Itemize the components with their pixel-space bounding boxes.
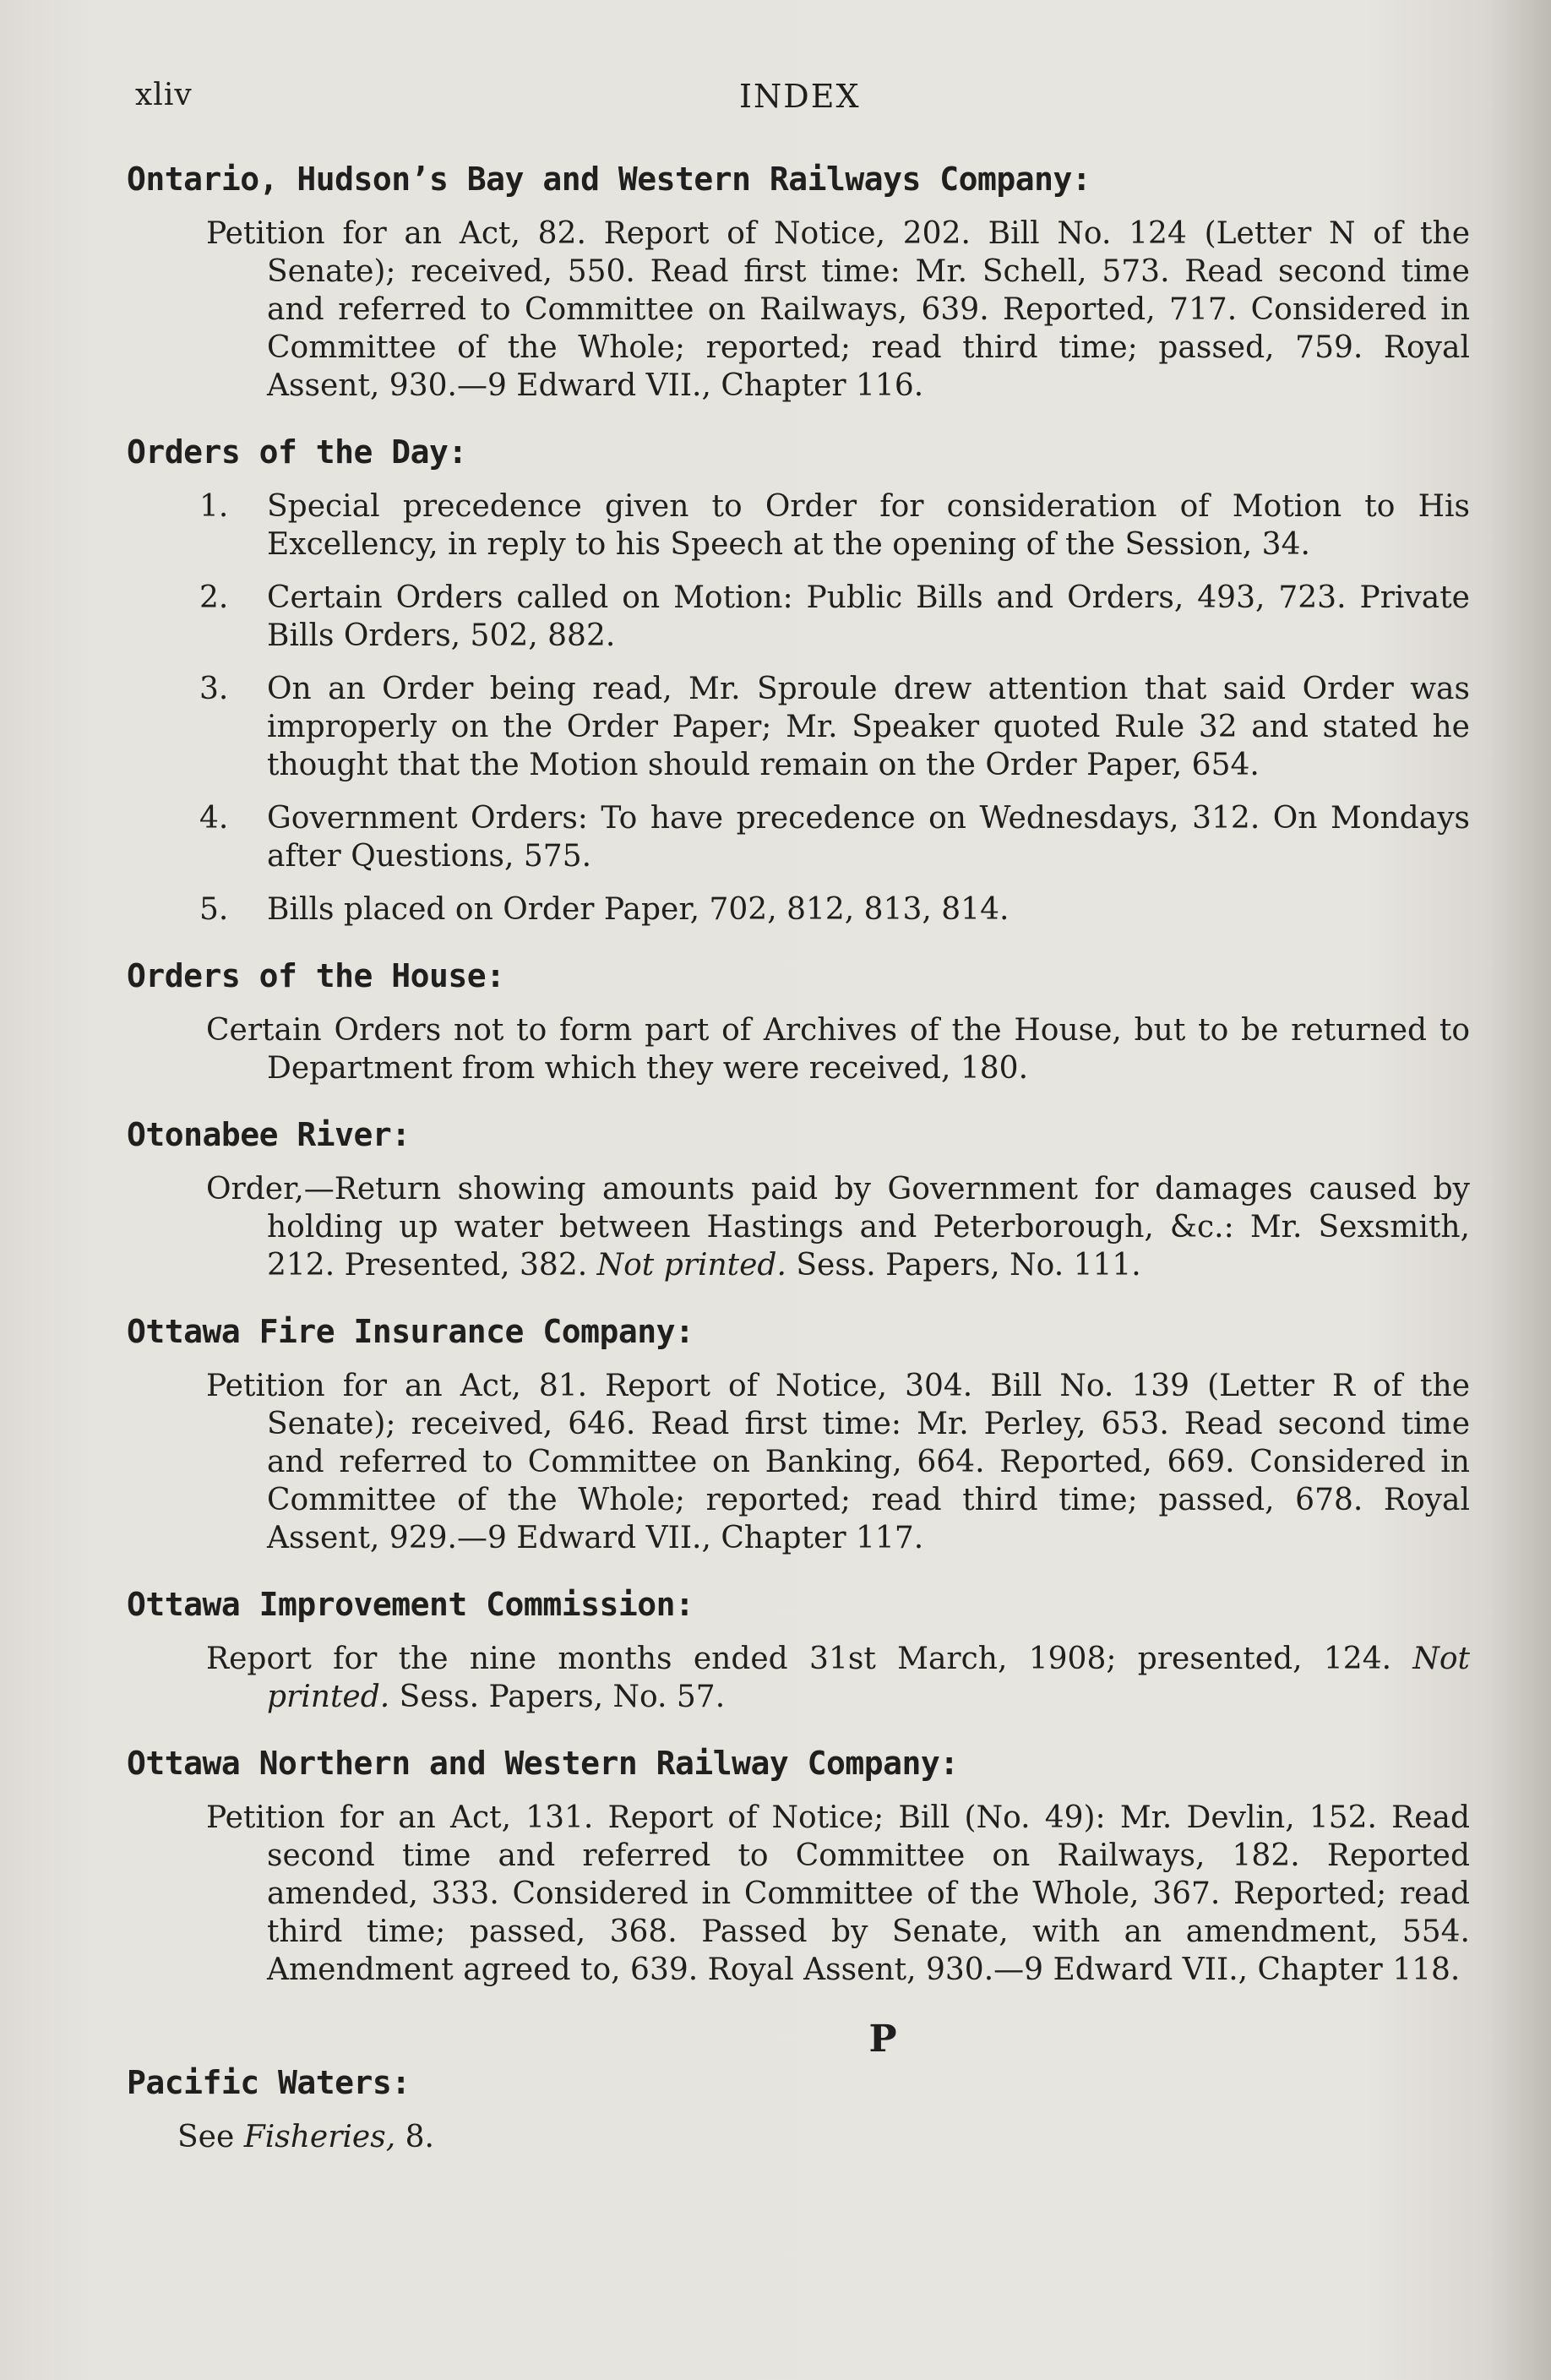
see-label: See (177, 2120, 235, 2154)
page-number: xliv (135, 78, 193, 112)
index-entry-ottawa-fire-insurance (127, 1313, 1470, 1557)
sessional-paper-ref: Sess. Papers, No. 111. (796, 1248, 1141, 1283)
index-entry-orders-of-the-house (127, 957, 1470, 1087)
entry-text: Petition for an Act, 82. Report of Notice, 202. Bill No. 124 (Letter N of the Senate); received, 550. Read first time: Mr. Schell, 573. Read second time and referred to Committee on Railways, 639. Reported, 717. Considered in Committee of the Whole; reported; read third time; passed, 759. Royal Assent, 930.—9 Edward VII., Chapter 116. (206, 216, 1470, 403)
item-number: 1. (199, 489, 229, 524)
entry-heading: Orders of the Day: (127, 433, 467, 471)
item-text: On an Order being read, Mr. Sproule drew attention that said Order was improperly on the Order Paper; Mr. Speaker quoted Rule 32 and stated he thought that the Motion should remain on the Order Paper, 654. (267, 672, 1470, 782)
entry-text (206, 1640, 1470, 1716)
entry-text: Petition for an Act, 131. Report of Notice; Bill (No. 49): Mr. Devlin, 152. Read second time and referred to Committee on Railways, 182. Reported amended, 333. Considered in Committee of the Whole, 367. Reported; read third time; passed, 368. Passed by Senate, with an amendment, 554. Amendment agreed to, 639. Royal Assent, 930.—9 Edward VII., Chapter 118. (206, 1800, 1470, 1987)
index-entry-pacific-waters (127, 2064, 1470, 2156)
list-item (199, 670, 1470, 784)
item-text: Bills placed on Order Paper, 702, 812, 813, 814. (267, 892, 1010, 927)
index-entry-otonabee-river (127, 1116, 1470, 1284)
list-item (199, 890, 1470, 929)
see-ref-topic: Fisheries, (243, 2120, 396, 2154)
item-text: Certain Orders called on Motion: Public Bills and Orders, 493, 723. Private Bills Orders, 502, 882. (267, 580, 1470, 653)
item-number: 4. (199, 801, 229, 836)
entry-text (206, 1170, 1470, 1284)
not-printed-note: Not printed. (596, 1248, 786, 1283)
entry-heading: Otonabee River: (127, 1116, 411, 1153)
see-ref-page: 8. (405, 2120, 434, 2154)
item-text: Government Orders: To have precedence on Wednesdays, 312. On Mondays after Questions, 575. (267, 801, 1470, 874)
section-letter: P (868, 2018, 897, 2061)
index-content (127, 161, 1470, 2185)
entry-heading: Ontario, Hudson’s Bay and Western Railways Company: (127, 161, 1091, 198)
index-entry-ontario-hudsons-bay (127, 161, 1470, 405)
entry-heading: Orders of the House: (127, 957, 505, 994)
item-number: 3. (199, 672, 229, 706)
see-reference (177, 2118, 1470, 2156)
not-printed-note: Not printed. (267, 1642, 1470, 1714)
list-item (199, 487, 1470, 564)
list-item (199, 579, 1470, 655)
entry-heading: Pacific Waters: (127, 2064, 411, 2101)
index-entry-orders-of-the-day (127, 433, 1470, 929)
index-entry-ottawa-improvement-commission (127, 1586, 1470, 1716)
entry-heading: Ottawa Improvement Commission: (127, 1586, 694, 1623)
item-text: Special precedence given to Order for consideration of Motion to His Excellency, in reply to his Speech at the opening of the Session, 34. (267, 489, 1470, 562)
list-item (199, 799, 1470, 875)
running-title: INDEX (739, 78, 861, 115)
entry-heading: Ottawa Fire Insurance Company: (127, 1313, 694, 1350)
sessional-paper-ref: Sess. Papers, No. 57. (399, 1680, 726, 1714)
entry-text: Certain Orders not to form part of Archives of the House, but to be returned to Department from which they were received, 180. (206, 1013, 1470, 1086)
entry-text-main: Order,—Return showing amounts paid by Government for damages caused by holding up water between Hastings and Peterborough, &c.: Mr. Sexsmith, 212. Presented, 382. (206, 1172, 1470, 1283)
item-number: 2. (199, 580, 229, 615)
item-number: 5. (199, 892, 229, 927)
entry-item-list (127, 487, 1470, 929)
entry-text: Petition for an Act, 81. Report of Notice, 304. Bill No. 139 (Letter R of the Senate); received, 646. Read first time: Mr. Perley, 653. Read second time and referred to Committee on Banking, 664. Reported, 669. Considered in Committee of the Whole; reported; read third time; passed, 678. Royal Assent, 929.—9 Edward VII., Chapter 117. (206, 1369, 1470, 1555)
entry-text-main: Report for the nine months ended 31st March, 1908; presented, 124. (206, 1642, 1392, 1676)
entry-heading: Ottawa Northern and Western Railway Company: (127, 1745, 959, 1782)
index-entry-ottawa-northern-western (127, 1745, 1470, 1989)
